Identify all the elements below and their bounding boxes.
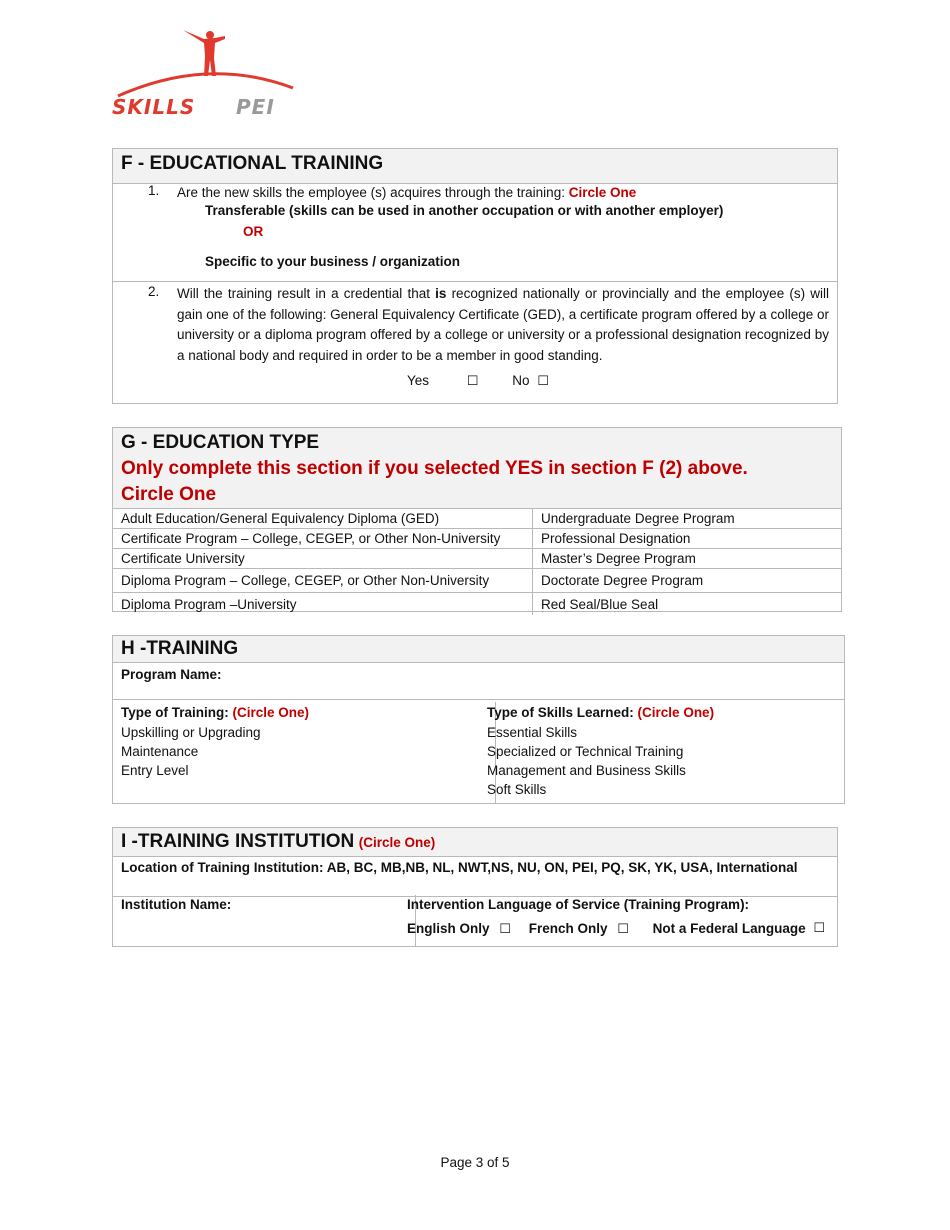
option-masters[interactable]: Master’s Degree Program: [533, 549, 842, 569]
option-certificate-university[interactable]: Certificate University: [113, 549, 533, 569]
option-certificate-college[interactable]: Certificate Program – College, CEGEP, or Other Non-University: [113, 529, 533, 549]
section-i-header: [113, 828, 837, 857]
section-f-educational-training: [112, 148, 838, 404]
type-training-label: Type of Training:: [121, 705, 233, 720]
section-f-header: [113, 149, 837, 184]
q1-or: OR: [243, 224, 264, 239]
q2-yes-no: [407, 373, 549, 389]
option-red-seal[interactable]: Red Seal/Blue Seal: [533, 593, 842, 616]
program-name-row: [113, 663, 844, 700]
lang-french-checkbox[interactable]: ☐: [617, 922, 629, 937]
skill-option-management[interactable]: Management and Business Skills: [487, 763, 686, 778]
no-label: No: [512, 373, 530, 388]
q2-text-is: is: [435, 286, 447, 301]
q2-number: 2.: [148, 284, 160, 299]
location-options[interactable]: Location of Training Institution: AB, BC, MB,NB, NL, NWT,NS, NU, ON, PEI, PQ, SK, YK, USA, International: [121, 860, 798, 875]
q1-option-transferable[interactable]: Transferable (skills can be used in another occupation or with another employer): [205, 203, 724, 218]
section-i-circle-one: (Circle One): [358, 835, 436, 850]
q1-option-specific[interactable]: Specific to your business / organization: [205, 254, 461, 269]
q1-text: [177, 183, 829, 204]
education-type-table: [113, 508, 841, 615]
section-h-training: [112, 635, 845, 804]
type-skills-label: Type of Skills Learned:: [487, 705, 638, 720]
location-row: [113, 857, 837, 897]
section-h-title: H -TRAINING: [121, 638, 239, 659]
training-option-entry-level[interactable]: Entry Level: [121, 763, 189, 778]
logo-figure: [183, 30, 225, 76]
logo-arc: [118, 74, 293, 96]
institution-name-cell: [113, 895, 416, 946]
section-i-training-institution: [112, 827, 838, 947]
training-option-upskilling[interactable]: Upskilling or Upgrading: [121, 725, 261, 740]
table-row: [113, 593, 841, 616]
section-h-header: [113, 636, 844, 663]
institution-name-label: Institution Name:: [121, 897, 232, 912]
skill-option-essential[interactable]: Essential Skills: [487, 725, 578, 740]
question-2: [113, 284, 837, 404]
type-training-circle: (Circle One): [232, 705, 310, 720]
question-1: [113, 183, 837, 282]
q2-text-a: Will the training result in a credential that: [177, 286, 436, 301]
yes-checkbox[interactable]: ☐: [466, 374, 479, 389]
section-g-education-type: [112, 427, 842, 612]
section-f-title: F - EDUCATIONAL TRAINING: [121, 153, 384, 174]
option-undergraduate[interactable]: Undergraduate Degree Program: [533, 509, 842, 529]
option-ged[interactable]: Adult Education/General Equivalency Diploma (GED): [113, 509, 533, 529]
skill-option-specialized[interactable]: Specialized or Technical Training: [487, 744, 684, 759]
option-professional-designation[interactable]: Professional Designation: [533, 529, 842, 549]
language-options: [407, 915, 829, 944]
option-diploma-college[interactable]: Diploma Program – College, CEGEP, or Other Non-University: [113, 569, 533, 593]
page-number: Page 3 of 5: [440, 1155, 510, 1170]
lang-english-label: English Only: [407, 921, 490, 936]
table-row: [113, 509, 841, 529]
option-diploma-university[interactable]: Diploma Program –University: [113, 593, 533, 616]
section-g-circle-one: Circle One: [121, 484, 217, 505]
language-label: Intervention Language of Service (Training Program):: [407, 897, 750, 912]
option-doctorate[interactable]: Doctorate Degree Program: [533, 569, 842, 593]
type-of-skills-column: [479, 702, 844, 803]
lang-french-label: French Only: [528, 921, 608, 936]
training-option-maintenance[interactable]: Maintenance: [121, 744, 199, 759]
type-of-training-column: [113, 702, 496, 803]
table-row: [113, 549, 841, 569]
skill-option-soft[interactable]: Soft Skills: [487, 782, 547, 797]
q1-number: 1.: [148, 183, 160, 198]
q2-text: [177, 284, 829, 366]
no-checkbox[interactable]: ☐: [537, 374, 549, 389]
section-i-title: I -TRAINING INSTITUTION: [121, 831, 355, 852]
language-cell: [399, 895, 837, 946]
q2-text-b: recognized nationally or provincially and the employee (s) will gain one of the following: General Equivalency Certificate (GED), a certificate program offered by a college or university or a diploma program offered by a college or university or a professional designation recognized by a national body and required in order to be a member in good standing.: [177, 286, 830, 363]
q1-text-main: Are the new skills the employee (s) acquires through the training:: [177, 185, 569, 200]
type-skills-circle: (Circle One): [637, 705, 715, 720]
logo-text-main: SKILLS: [112, 95, 196, 119]
q1-circle-one: Circle One: [568, 185, 637, 200]
program-name-label: Program Name:: [121, 667, 222, 682]
section-g-header: [113, 428, 841, 508]
lang-none-checkbox[interactable]: ☐: [813, 921, 825, 936]
logo-text-accent: PEI: [236, 95, 275, 119]
lang-none-label: Not a Federal Language: [652, 921, 806, 936]
table-row: [113, 529, 841, 549]
lang-english-checkbox[interactable]: ☐: [499, 922, 511, 937]
table-row: [113, 569, 841, 593]
section-g-title: G - EDUCATION TYPE: [121, 432, 320, 453]
skillspei-logo: [108, 26, 313, 122]
section-g-instruction: Only complete this section if you selected YES in section F (2) above.: [121, 458, 748, 479]
yes-label: Yes: [407, 373, 430, 388]
